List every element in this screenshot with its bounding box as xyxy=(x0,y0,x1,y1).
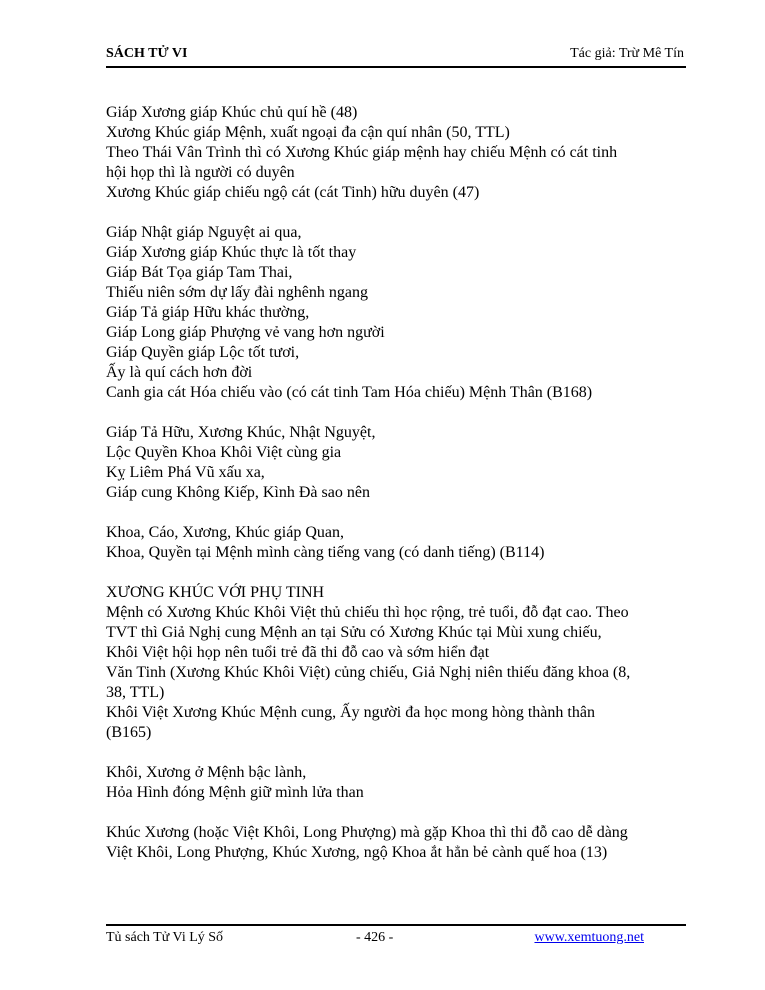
paragraph xyxy=(106,583,696,743)
text-line: (B165) xyxy=(106,724,152,741)
text-line: Khôi Việt Xương Khúc Mệnh cung, Ấy người đa học mong hòng thành thân xyxy=(106,704,595,721)
text-line: hội họp thì là người có duyên xyxy=(106,164,295,181)
text-line: Theo Thái Vân Trình thì có Xương Khúc giáp mệnh hay chiếu Mệnh có cát tinh xyxy=(106,144,618,161)
text-line: Khôi, Xương ở Mệnh bậc lành, xyxy=(106,764,307,781)
paragraph xyxy=(106,823,696,863)
page-footer xyxy=(106,924,686,946)
text-line: 38, TTL) xyxy=(106,684,165,701)
text-line: Văn Tinh (Xương Khúc Khôi Việt) củng chiếu, Giả Nghị niên thiếu đăng khoa (8, xyxy=(106,664,631,681)
text-line: Hỏa Hình đóng Mệnh giữ mình lửa than xyxy=(106,784,364,801)
page-header xyxy=(106,44,686,68)
text-line: Kỵ Liêm Phá Vũ xấu xa, xyxy=(106,464,265,481)
text-line: TVT thì Giả Nghị cung Mệnh an tại Sửu có Xương Khúc tại Mùi xung chiếu, xyxy=(106,624,602,641)
text-line: Việt Khôi, Long Phượng, Khúc Xương, ngộ Khoa ắt hẳn bẻ cành quế hoa (13) xyxy=(106,844,608,861)
paragraph xyxy=(106,423,696,503)
text-line: Khúc Xương (hoặc Việt Khôi, Long Phượng) mà gặp Khoa thì thi đỗ cao dễ dàng xyxy=(106,824,628,841)
text-line: XƯƠNG KHÚC VỚI PHỤ TINH xyxy=(106,584,325,601)
text-line: Giáp cung Không Kiếp, Kình Đà sao nên xyxy=(106,484,370,501)
paragraph xyxy=(106,523,696,563)
website-link[interactable]: www.xemtuong.net xyxy=(534,930,644,945)
text-line: Canh gia cát Hóa chiếu vào (có cát tinh Tam Hóa chiếu) Mệnh Thân (B168) xyxy=(106,384,593,401)
text-line: Khoa, Quyền tại Mệnh mình càng tiếng vang (có danh tiếng) (B114) xyxy=(106,544,545,561)
paragraph xyxy=(106,103,696,203)
book-title: SÁCH TỬ VI xyxy=(106,46,188,61)
text-line: Giáp Xương giáp Khúc chủ quí hề (48) xyxy=(106,104,358,121)
text-line: Giáp Bát Tọa giáp Tam Thai, xyxy=(106,264,293,281)
text-line: Giáp Tả giáp Hữu khác thường, xyxy=(106,304,310,321)
text-line: Xương Khúc giáp chiếu ngộ cát (cát Tinh) hữu duyên (47) xyxy=(106,184,480,201)
paragraph xyxy=(106,763,696,803)
author-label: Tác giả: Trừ Mê Tín xyxy=(570,46,684,61)
text-line: Khôi Việt hội họp nên tuổi trẻ đã thi đỗ cao và sớm hiển đạt xyxy=(106,644,490,661)
text-line: Khoa, Cáo, Xương, Khúc giáp Quan, xyxy=(106,524,344,541)
text-line: Giáp Long giáp Phượng vẻ vang hơn người xyxy=(106,324,385,341)
page-number: - 426 - xyxy=(356,930,394,945)
text-line: Ấy là quí cách hơn đời xyxy=(106,364,253,381)
text-line: Giáp Xương giáp Khúc thực là tốt thay xyxy=(106,244,357,261)
text-line: Giáp Nhật giáp Nguyệt ai qua, xyxy=(106,224,302,241)
text-line: Giáp Quyền giáp Lộc tốt tươi, xyxy=(106,344,300,361)
paragraph xyxy=(106,223,696,403)
text-line: Giáp Tả Hữu, Xương Khúc, Nhật Nguyệt, xyxy=(106,424,376,441)
page-body xyxy=(106,103,696,883)
series-name: Tủ sách Tử Vi Lý Số xyxy=(106,930,224,945)
text-line: Mệnh có Xương Khúc Khôi Việt thủ chiếu thì học rộng, trẻ tuổi, đỗ đạt cao. Theo xyxy=(106,604,629,621)
text-line: Thiếu niên sớm dự lấy đài nghênh ngang xyxy=(106,284,368,301)
text-line: Xương Khúc giáp Mệnh, xuất ngoại đa cận quí nhân (50, TTL) xyxy=(106,124,510,141)
text-line: Lộc Quyền Khoa Khôi Việt cùng gia xyxy=(106,444,342,461)
